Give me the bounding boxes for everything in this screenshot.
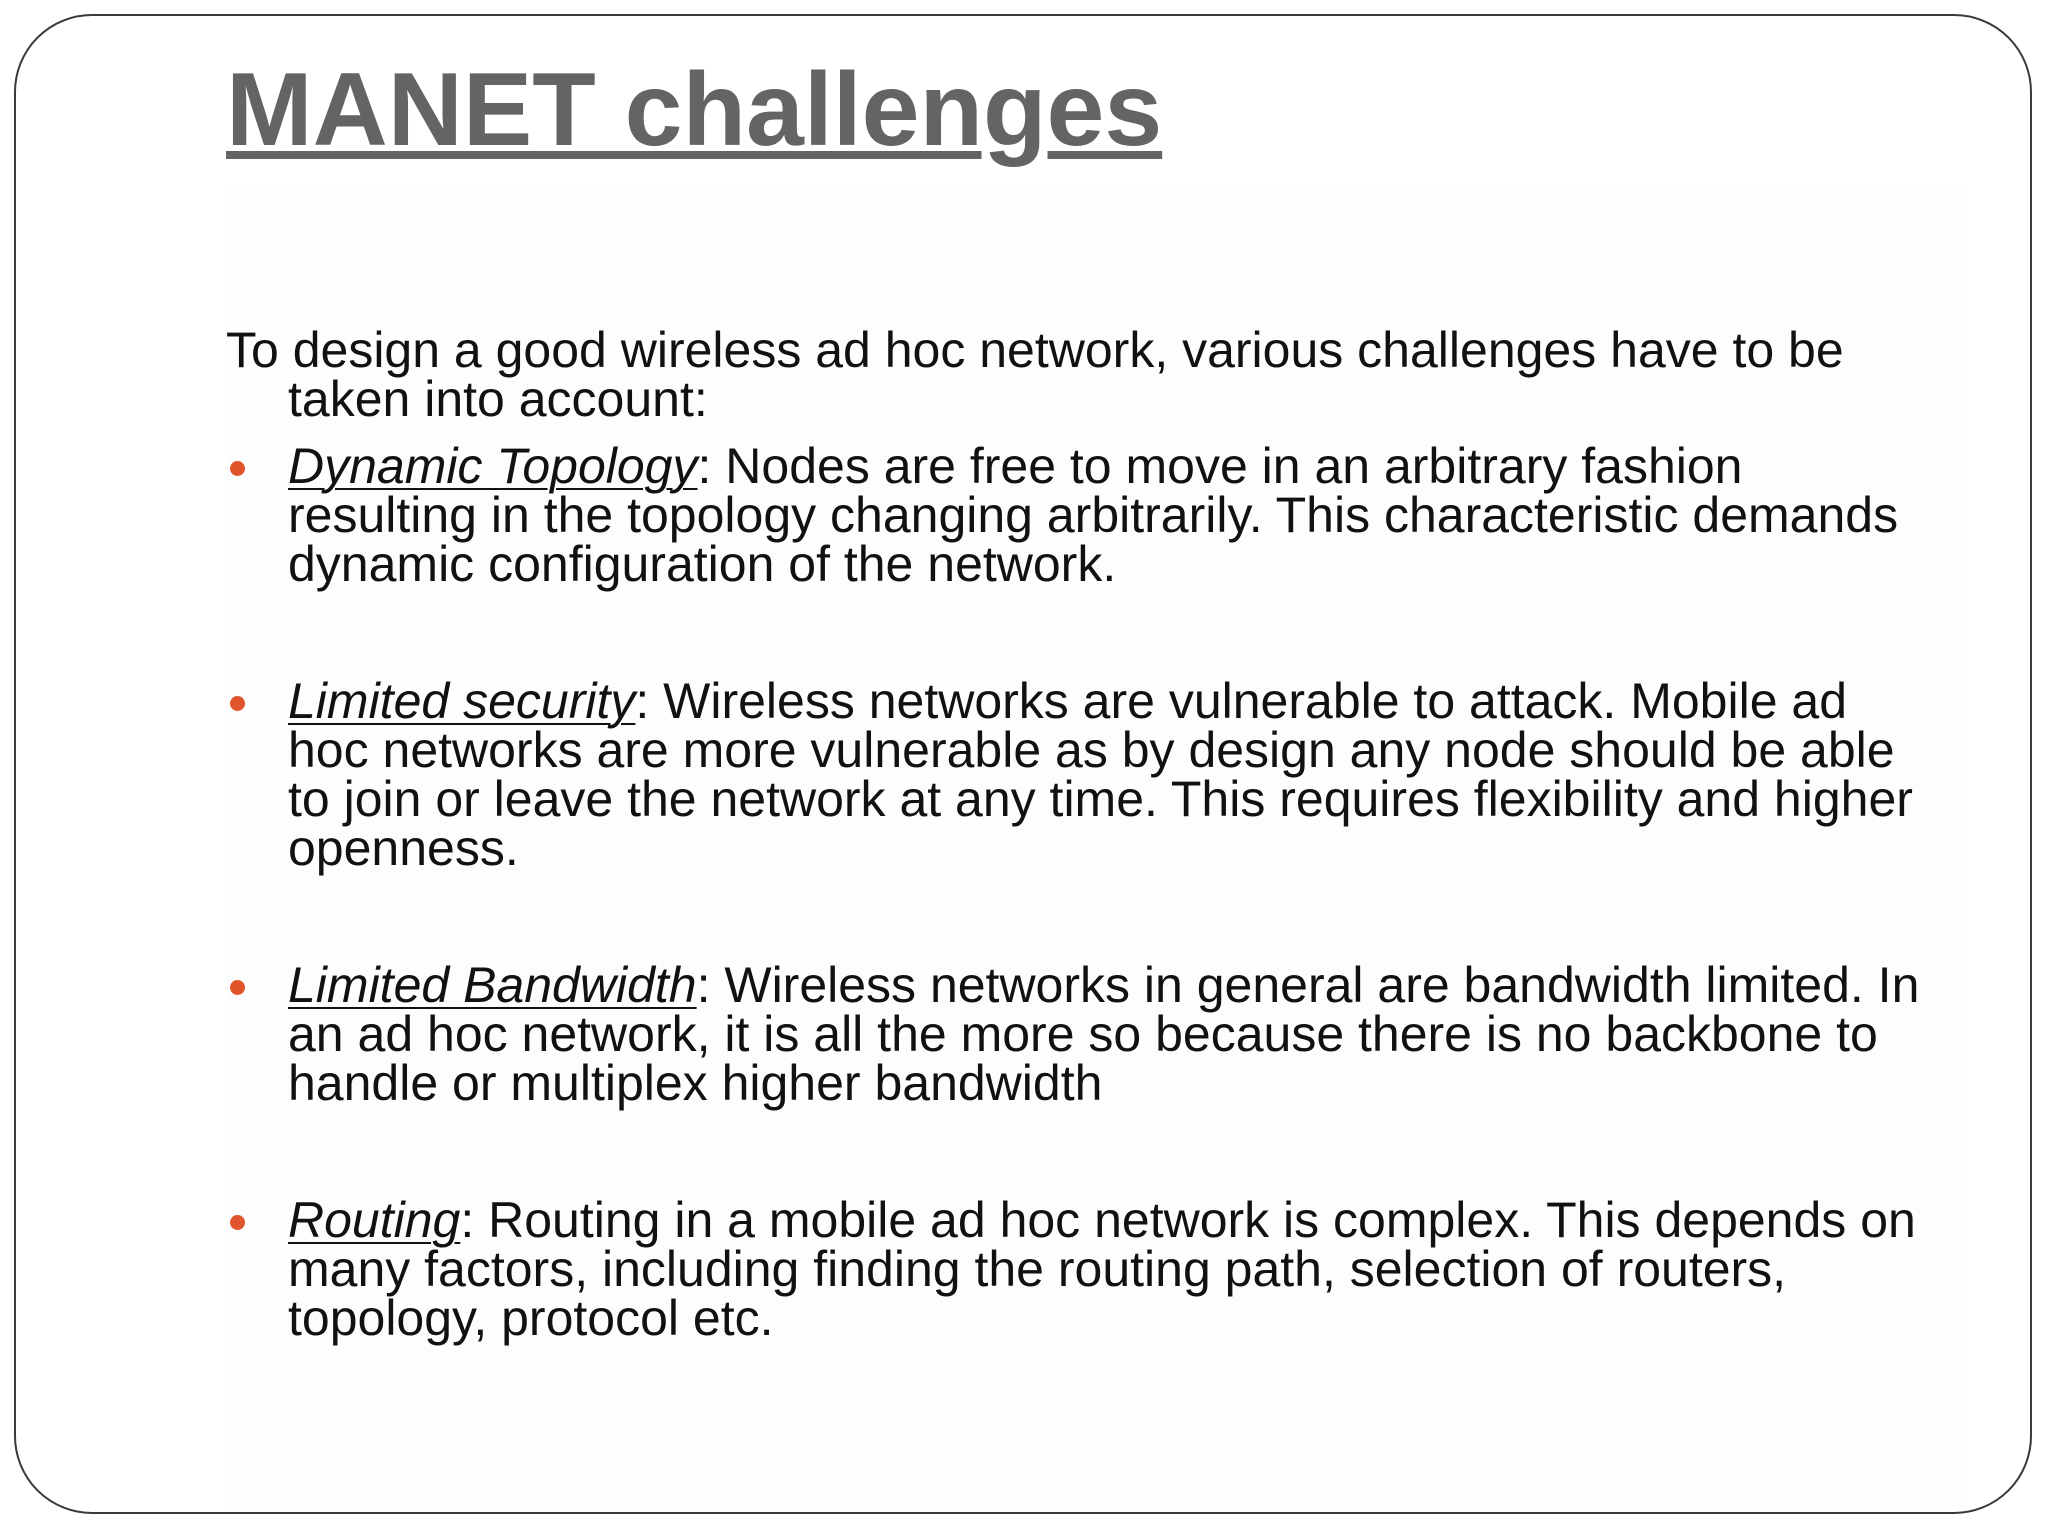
bullet-term: Limited security <box>288 673 636 729</box>
slide-title: MANET challenges <box>226 52 1163 168</box>
bullet-limited-bandwidth <box>226 957 1926 1111</box>
bullet-dot-icon <box>230 461 245 476</box>
bullet-separator: : <box>635 673 650 729</box>
bullet-text: Wireless networks in general are bandwidth limited. In an ad hoc network, it is all the more so because there is no backbone to handle or multiplex higher bandwidth <box>288 957 1920 1111</box>
bullet-separator: : <box>697 438 712 494</box>
bullet-dynamic-topology <box>226 438 1926 592</box>
bullet-term: Limited Bandwidth <box>288 957 697 1013</box>
bullet-dot-icon <box>230 696 245 711</box>
bullet-dot-icon <box>230 1215 245 1230</box>
bullet-dot-icon <box>230 980 245 995</box>
bullet-term: Dynamic Topology <box>288 438 698 494</box>
bullet-separator: : <box>696 957 711 1013</box>
intro-text: To design a good wireless ad hoc network, various challenges have to be taken into account: <box>226 322 1844 427</box>
bullet-term: Routing <box>288 1192 461 1248</box>
bullet-text: Nodes are free to move in an arbitrary fashion resulting in the topology changing arbitrarily. This characteristic demands dynamic configuration of the network. <box>288 438 1899 592</box>
slide-body <box>226 322 1926 1346</box>
bullet-routing <box>226 1192 1926 1346</box>
bullet-text: Wireless networks are vulnerable to attack. Mobile ad hoc networks are more vulnerable as by design any node should be able to join or leave the network at any time. This requires flexibility and higher openness. <box>288 673 1913 876</box>
bullet-limited-security <box>226 673 1926 876</box>
bullet-separator: : <box>460 1192 475 1248</box>
bullet-text: Routing in a mobile ad hoc network is complex. This depends on many factors, including finding the routing path, selection of routers, topology, protocol etc. <box>288 1192 1916 1346</box>
